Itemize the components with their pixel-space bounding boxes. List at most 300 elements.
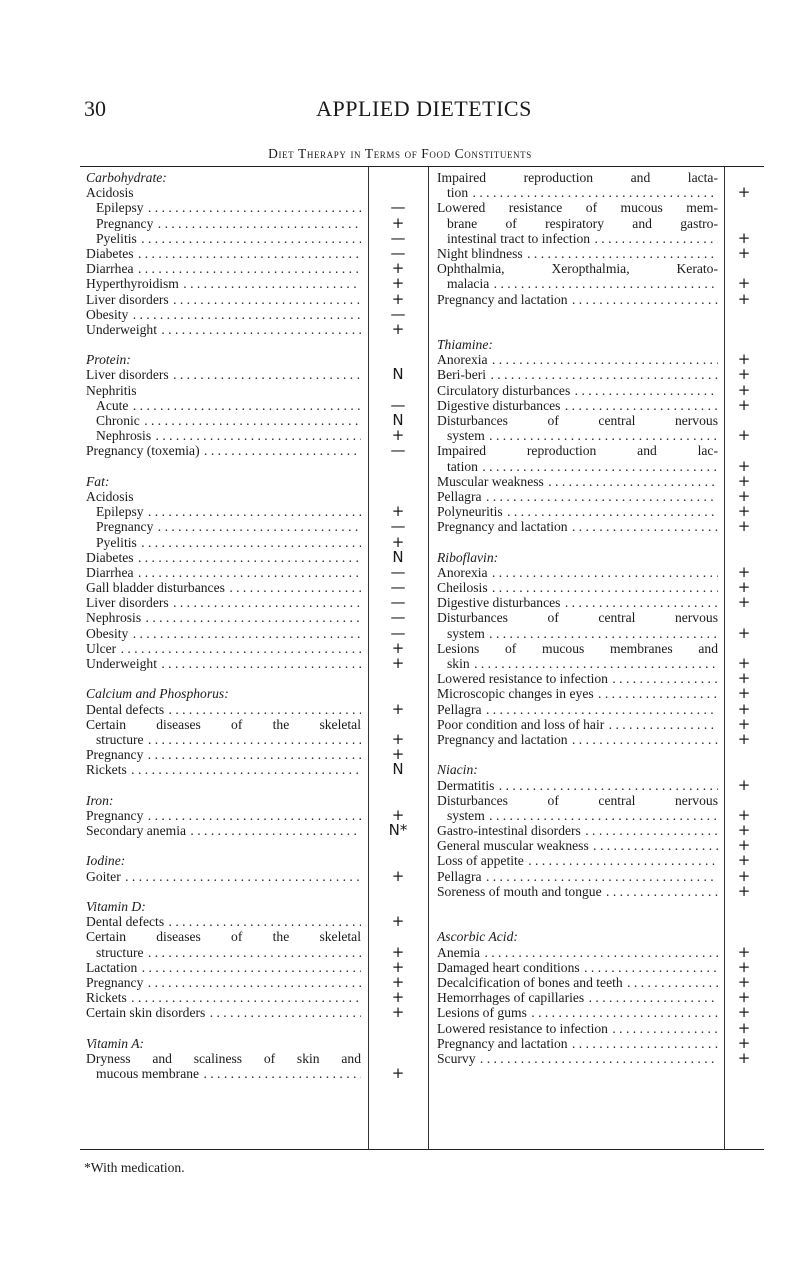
diet-mark: +	[737, 350, 751, 369]
condition-label	[437, 383, 718, 398]
diet-mark: —	[390, 517, 406, 536]
condition-label	[86, 975, 361, 990]
spacer	[437, 535, 718, 550]
diet-mark: +	[737, 623, 751, 642]
condition-label	[86, 869, 361, 884]
condition-label: Disturbances of central nervous	[437, 413, 718, 428]
section-heading: Ascorbic Acid:	[437, 929, 518, 945]
condition-label	[437, 292, 718, 307]
condition-label	[86, 747, 361, 762]
condition-label	[437, 702, 718, 717]
diet-mark: —	[390, 228, 406, 247]
condition-text: Hyperthyroidism	[86, 276, 179, 292]
condition-text: Underweight	[86, 656, 157, 671]
diet-mark: +	[737, 805, 751, 824]
condition-label	[86, 945, 361, 960]
diet-mark	[368, 459, 428, 474]
condition-label: Dryness and scaliness of skin and	[86, 1050, 361, 1066]
diet-mark: +	[737, 881, 751, 900]
diet-mark	[368, 474, 428, 489]
diet-mark: +	[737, 183, 751, 202]
diet-mark: +	[391, 866, 405, 885]
diet-mark: +	[737, 274, 751, 293]
condition-text: Liver disorders	[86, 367, 169, 383]
condition-text: General muscular weakness	[437, 838, 589, 854]
condition-text: Anorexia	[437, 352, 488, 368]
diet-mark: +	[737, 699, 751, 718]
diet-mark: +	[737, 1003, 751, 1022]
diet-mark	[724, 535, 764, 550]
diet-mark: +	[391, 289, 405, 308]
diet-mark: +	[737, 578, 751, 597]
diet-mark: N	[392, 547, 404, 566]
condition-label	[437, 656, 718, 671]
condition-text: Lowered resistance to infection	[437, 1020, 608, 1036]
diet-mark	[724, 322, 764, 337]
right-condition-column	[437, 170, 718, 1066]
condition-label	[437, 580, 718, 595]
condition-label	[86, 519, 361, 534]
condition-label	[437, 975, 718, 990]
page-header	[84, 96, 764, 130]
diet-mark	[724, 914, 764, 929]
condition-label	[437, 990, 718, 1005]
diet-mark: +	[737, 714, 751, 733]
diet-mark	[368, 671, 428, 686]
condition-text: Beri-beri	[437, 367, 487, 383]
diet-mark: +	[737, 471, 751, 490]
condition-text: Poor condition and loss of hair	[437, 716, 605, 732]
condition-text: Pregnancy	[86, 747, 144, 763]
condition-label	[86, 960, 361, 975]
condition-label	[86, 641, 361, 656]
condition-text: Pyelitis	[96, 230, 137, 246]
condition-text: Pellagra	[437, 488, 482, 504]
condition-label	[437, 717, 718, 732]
condition-text: Epilepsy	[96, 504, 144, 520]
condition-text: skin	[447, 656, 470, 671]
condition-text: Pregnancy	[96, 215, 154, 231]
condition-text: Liver disorders	[86, 291, 169, 307]
diet-mark: +	[391, 502, 405, 521]
diet-mark: +	[737, 426, 751, 445]
condition-text: Certain skin disorders	[86, 1005, 206, 1021]
diet-mark: +	[737, 228, 751, 247]
condition-label	[86, 231, 361, 246]
condition-label: Lowered resistance of mucous mem-	[437, 200, 718, 216]
right-mark-column	[724, 170, 764, 1066]
diet-mark: —	[390, 623, 406, 642]
condition-text: Pellagra	[437, 701, 482, 717]
diet-mark: +	[737, 866, 751, 885]
condition-label	[86, 656, 361, 671]
condition-label	[86, 367, 361, 382]
condition-label	[86, 550, 361, 565]
spacer	[437, 914, 718, 929]
section-heading: Riboflavin:	[437, 549, 499, 565]
condition-text: structure	[96, 731, 144, 747]
condition-text: intestinal tract to infection	[447, 230, 591, 246]
spacer	[86, 337, 361, 352]
condition-label	[86, 808, 361, 823]
condition-label	[437, 1021, 718, 1036]
diet-mark	[368, 1021, 428, 1036]
condition-label: Certain diseases of the skeletal	[86, 929, 361, 945]
condition-text: Circulatory disturbances	[437, 382, 571, 398]
condition-text: Pregnancy	[86, 974, 144, 990]
condition-label	[437, 1051, 718, 1066]
diet-mark: +	[391, 805, 405, 824]
diet-mark: —	[390, 198, 406, 217]
condition-text: Pregnancy (toxemia)	[86, 443, 200, 459]
condition-label	[86, 307, 361, 322]
spacer	[437, 899, 718, 914]
table-top-rule	[80, 166, 764, 167]
condition-text: Pyelitis	[96, 534, 137, 550]
condition-text: Dental defects	[86, 914, 165, 930]
condition-text: system	[447, 807, 485, 823]
condition-text: system	[447, 428, 485, 444]
spacer	[86, 778, 361, 793]
condition-label	[437, 732, 718, 747]
diet-mark: +	[737, 836, 751, 855]
condition-text: mucous membrane	[96, 1066, 200, 1082]
diet-mark	[368, 884, 428, 899]
condition-text: Nephrosis	[96, 428, 152, 444]
condition-label	[437, 1036, 718, 1051]
condition-text: Chronic	[96, 413, 140, 428]
condition-label	[437, 246, 718, 261]
condition-text: Digestive disturbances	[437, 595, 561, 611]
condition-label	[437, 428, 718, 443]
condition-text: Soreness of mouth and tongue	[437, 883, 602, 899]
diet-mark: +	[737, 821, 751, 840]
condition-label	[437, 459, 718, 474]
diet-mark: +	[391, 729, 405, 748]
diet-mark: +	[737, 593, 751, 612]
section-heading: Protein:	[86, 352, 131, 368]
diet-mark: +	[391, 912, 405, 931]
condition-label	[86, 1066, 361, 1081]
condition-text: Secondary anemia	[86, 823, 187, 839]
condition-label	[86, 398, 361, 413]
diet-mark	[368, 838, 428, 853]
condition-text: Muscular weakness	[437, 473, 544, 489]
condition-text: Obesity	[86, 625, 129, 641]
condition-text: Ulcer	[86, 640, 117, 656]
diet-mark: +	[391, 638, 405, 657]
diet-mark: +	[391, 319, 405, 338]
left-condition-column	[86, 170, 361, 1081]
condition-label	[437, 474, 718, 489]
section-heading: Vitamin D:	[86, 899, 146, 914]
condition-label	[86, 762, 361, 777]
diet-mark: —	[390, 608, 406, 627]
condition-text: Gastro-intestinal disorders	[437, 823, 581, 839]
diet-mark: +	[391, 745, 405, 764]
diet-mark: +	[737, 395, 751, 414]
condition-text: Acute	[96, 397, 129, 413]
condition-label	[437, 504, 718, 519]
page-number: 30	[84, 96, 106, 121]
diet-mark: +	[391, 942, 405, 961]
spacer	[437, 322, 718, 337]
condition-text: Diarrhea	[86, 564, 134, 580]
condition-label	[86, 413, 361, 428]
running-head: APPLIED DIETETICS	[316, 96, 532, 121]
diet-mark: +	[391, 972, 405, 991]
condition-text: Scurvy	[437, 1050, 476, 1066]
spacer	[86, 459, 361, 474]
spacer	[86, 884, 361, 899]
condition-label: Impaired reproduction and lac-	[437, 443, 718, 459]
condition-text: Obesity	[86, 306, 129, 322]
diet-mark: +	[391, 426, 405, 445]
diet-mark: +	[737, 684, 751, 703]
condition-label: Lesions of mucous membranes and	[437, 640, 718, 656]
condition-text: system	[447, 625, 485, 641]
diet-mark: +	[737, 486, 751, 505]
section-heading: Thiamine:	[437, 337, 493, 353]
condition-label	[437, 869, 718, 884]
condition-label	[437, 1005, 718, 1020]
condition-label	[86, 732, 361, 747]
section-heading: Iodine:	[86, 853, 126, 869]
condition-label	[86, 610, 361, 625]
condition-label	[437, 519, 718, 534]
diet-mark: —	[390, 578, 406, 597]
diet-mark: —	[390, 562, 406, 581]
diet-mark: +	[737, 456, 751, 475]
condition-label	[437, 185, 718, 200]
diet-mark: +	[737, 380, 751, 399]
diet-mark: +	[737, 1048, 751, 1067]
diet-mark	[368, 170, 428, 185]
condition-label	[86, 276, 361, 291]
diet-mark: —	[390, 304, 406, 323]
diet-mark: +	[737, 654, 751, 672]
condition-group-label: Acidosis	[86, 488, 134, 504]
diet-mark	[724, 200, 764, 215]
condition-label	[437, 838, 718, 853]
condition-label	[437, 367, 718, 382]
diet-mark: +	[737, 775, 751, 794]
diet-mark: +	[391, 988, 405, 1007]
condition-text: Gall bladder disturbances	[86, 580, 225, 596]
condition-text: Diarrhea	[86, 261, 134, 277]
condition-text: Goiter	[86, 868, 121, 884]
condition-label	[86, 535, 361, 550]
spacer	[86, 671, 361, 686]
condition-label	[437, 626, 718, 641]
diet-mark: +	[391, 957, 405, 976]
diet-mark: +	[391, 654, 405, 672]
condition-label	[86, 246, 361, 261]
condition-label	[86, 580, 361, 595]
condition-text: tation	[447, 458, 478, 474]
condition-label: Ophthalmia, Xeropthalmia, Kerato-	[437, 261, 718, 277]
condition-text: malacia	[447, 276, 490, 292]
diet-mark: +	[737, 502, 751, 521]
diet-mark: +	[737, 851, 751, 870]
diet-mark: +	[737, 562, 751, 581]
diet-mark	[368, 337, 428, 352]
condition-text: Decalcification of bones and teeth	[437, 974, 623, 990]
diet-mark	[368, 1036, 428, 1051]
condition-label	[86, 1005, 361, 1020]
diet-mark: +	[737, 517, 751, 536]
diet-mark: +	[737, 243, 751, 262]
diet-mark: +	[737, 729, 751, 748]
condition-text: Microscopic changes in eyes	[437, 686, 594, 702]
diet-mark	[724, 307, 764, 322]
spacer	[86, 1021, 361, 1036]
spacer	[86, 838, 361, 853]
condition-text: Lactation	[86, 959, 138, 975]
section-heading: Fat:	[86, 473, 110, 489]
diet-mark	[368, 778, 428, 793]
diet-mark: +	[391, 532, 405, 551]
condition-label	[86, 261, 361, 276]
condition-text: Epilepsy	[96, 200, 144, 216]
condition-text: Polyneuritis	[437, 504, 503, 520]
section-heading: Niacin:	[437, 762, 478, 778]
condition-text: Pregnancy	[96, 519, 154, 535]
condition-label	[86, 292, 361, 307]
condition-text: Pregnancy and lactation	[437, 519, 568, 535]
condition-label	[86, 428, 361, 443]
diet-mark: N*	[388, 821, 408, 840]
diet-mark: +	[737, 972, 751, 991]
condition-text: Digestive disturbances	[437, 397, 561, 413]
condition-text: Night blindness	[437, 245, 523, 261]
diet-mark: +	[737, 1018, 751, 1037]
diet-mark: +	[391, 1064, 405, 1083]
diet-mark: +	[737, 1033, 751, 1052]
condition-group-label: Acidosis	[86, 185, 134, 201]
diet-mark	[724, 747, 764, 762]
condition-label	[86, 322, 361, 337]
condition-text: Pregnancy and lactation	[437, 1035, 568, 1051]
left-mark-column	[368, 170, 428, 1081]
footnote: *With medication.	[84, 1160, 185, 1175]
condition-label	[437, 686, 718, 701]
condition-label	[437, 398, 718, 413]
condition-label	[86, 595, 361, 610]
condition-text: Diabetes	[86, 245, 134, 261]
section-heading: Calcium and Phosphorus:	[86, 686, 229, 702]
column-divider	[428, 167, 429, 1149]
condition-label	[437, 808, 718, 823]
spacer	[437, 747, 718, 762]
diet-mark	[724, 899, 764, 914]
condition-label	[86, 990, 361, 1005]
condition-label	[437, 884, 718, 899]
condition-label	[86, 216, 361, 231]
condition-text: Lowered resistance to infection	[437, 671, 608, 687]
condition-label	[437, 276, 718, 291]
condition-label: Disturbances of central nervous	[437, 610, 718, 626]
condition-label	[86, 823, 361, 838]
condition-text: Nephrosis	[86, 610, 142, 626]
condition-label	[437, 352, 718, 367]
condition-text: Dermatitis	[437, 777, 495, 793]
table-title: Diet Therapy in Terms of Food Constituents	[268, 146, 532, 161]
condition-label	[86, 914, 361, 929]
condition-text: Pregnancy	[86, 807, 144, 823]
condition-label	[86, 626, 361, 641]
diet-mark: —	[390, 395, 406, 414]
condition-text: Pellagra	[437, 868, 482, 884]
condition-text: Rickets	[86, 990, 127, 1006]
table-bottom-rule	[80, 1149, 764, 1150]
diet-mark: +	[391, 274, 405, 293]
diet-mark: +	[737, 669, 751, 688]
diet-mark: +	[391, 259, 405, 278]
condition-text: Diabetes	[86, 549, 134, 565]
spacer	[437, 307, 718, 322]
condition-text: structure	[96, 944, 144, 960]
diet-mark: +	[391, 699, 405, 718]
diet-mark: +	[737, 289, 751, 308]
diet-mark: +	[391, 1003, 405, 1022]
condition-text: Loss of appetite	[437, 853, 524, 869]
diet-mark: —	[390, 593, 406, 612]
section-heading: Vitamin A:	[86, 1035, 145, 1051]
diet-mark: +	[737, 942, 751, 961]
condition-text: tion	[447, 185, 469, 201]
condition-label	[437, 565, 718, 580]
condition-label	[437, 231, 718, 246]
condition-label	[86, 702, 361, 717]
section-heading: Carbohydrate:	[86, 170, 167, 185]
condition-text: Anemia	[437, 944, 481, 960]
condition-label	[437, 960, 718, 975]
condition-label: Disturbances of central nervous	[437, 792, 718, 808]
condition-label	[437, 671, 718, 686]
diet-mark: +	[737, 988, 751, 1007]
diet-mark: N	[392, 760, 404, 779]
diet-mark: N	[392, 365, 404, 384]
condition-text: Liver disorders	[86, 595, 169, 611]
condition-text: Cheilosis	[437, 580, 488, 596]
condition-text: Pregnancy and lactation	[437, 731, 568, 747]
condition-text: Damaged heart conditions	[437, 959, 580, 975]
condition-text: Rickets	[86, 762, 127, 778]
diet-mark: N	[392, 411, 404, 429]
condition-text: Dental defects	[86, 701, 165, 717]
condition-label	[86, 443, 361, 458]
condition-label	[86, 200, 361, 215]
condition-label: Impaired reproduction and lacta-	[437, 170, 718, 185]
condition-text: Lesions of gums	[437, 1005, 527, 1021]
section-heading: Iron:	[86, 792, 114, 808]
condition-text: Pregnancy and lactation	[437, 291, 568, 307]
condition-label	[437, 853, 718, 868]
condition-label	[437, 823, 718, 838]
condition-label: brane of respiratory and gastro-	[447, 215, 718, 231]
condition-label	[86, 565, 361, 580]
diet-mark: —	[390, 441, 406, 460]
condition-text: Underweight	[86, 321, 157, 337]
condition-label	[437, 489, 718, 504]
condition-label: Certain diseases of the skeletal	[86, 716, 361, 732]
condition-group-label: Nephritis	[86, 382, 137, 398]
condition-label	[437, 778, 718, 793]
diet-mark: —	[390, 243, 406, 262]
condition-text: Hemorrhages of capillaries	[437, 990, 585, 1006]
diet-mark: +	[391, 213, 405, 232]
